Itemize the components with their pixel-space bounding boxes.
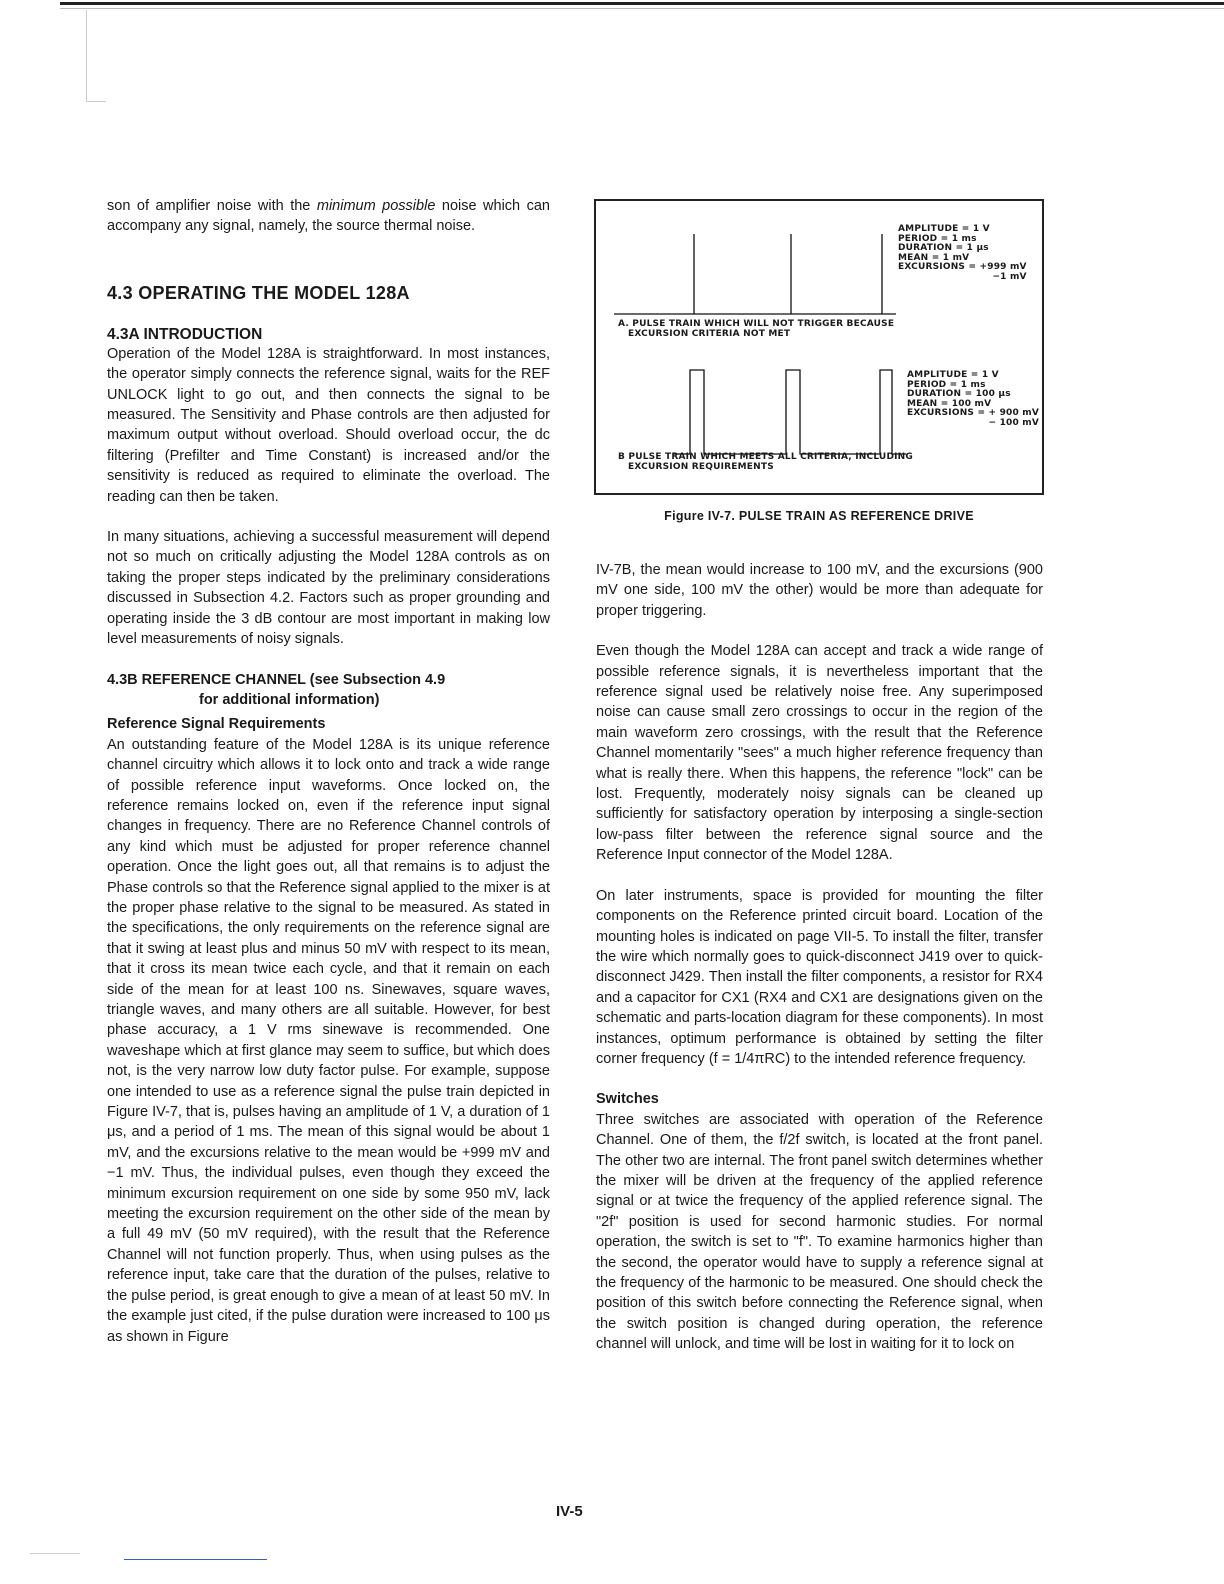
paragraph-situations: In many situations, achieving a successful measurement will depend not so much on critically adjusting the Model 128A controls as on taking the proper steps indicated by the preliminary considerations discussed in Subsection 4.2. Factors such as proper grounding and operating inside the 3 dB contour are most important in making low level measurements of noisy signals.: [107, 529, 550, 648]
page-number: IV-5: [556, 1503, 583, 1520]
paragraph-introduction: Operation of the Model 128A is straightforward. In most instances, the operator simply connects the reference signal, waits for the REF UNLOCK light to go out, and then connects the signal to be measured. The Sensitivity and Phase controls are then adjusted for maximum output without overload. Should overload occur, the dc filtering (Prefilter and Time Constant) is increased and/or the sensitivity is reduced as required to eliminate the overload. The reading can then be taken.: [107, 345, 550, 505]
right-column: [596, 560, 1043, 1355]
paragraph-reference-requirements: An outstanding feature of the Model 128A is its unique reference channel circuitry which allows it to lock onto and track a wide range of possible reference input waveforms. Once locked on, the reference remains locked on, even if the reference input signal changes in frequency. There are no Reference Channel controls of any kind which must be adjusted for proper reference channel operation. Once the light goes out, all that remains is to adjust the Phase controls so that the Reference signal applied to the mixer is at the proper phase relative to the signal to be measured. As stated in the specifications, the only requirements on the reference signal are that it swing at least plus and minus 50 mV with respect to its mean, that it cross its mean twice each cycle, and that it remain on each side of the mean for at least 100 ns. Sinewaves, square waves, triangle waves, and many others are all suitable. However, for best phase accuracy, a 1 V rms sinewave is recommended. One waveshape which at first glance may seem to suffice, but which does not, is the very narrow low duty factor pulse. For example, suppose one intended to use as a reference signal the pulse train depicted in Figure IV-7, that is, pulses having an amplitude of 1 V, a duration of 1 μs, and a period of 1 ms. The mean of this signal would be about 1 mV, and the excursions relative to the mean would be +999 mV and −1 mV. Thus, the individual pulses, even though they exceed the minimum excursion requirement on one side by some 950 mV, lack meeting the excursion requirement on the other side of the mean by a full 49 mV (50 mV required), with the result that the Reference Channel will not function properly. Thus, when using pulses as the reference input, take care that the duration of the pulses, relative to the pulse period, is great enough to give a mean of at least 50 mV. In the example just cited, if the pulse duration were increased to 100 μs as shown in Figure: [107, 736, 550, 1345]
figure-iv-7: [594, 199, 1044, 495]
footer-link-line: [124, 1559, 267, 1560]
left-column: [107, 196, 550, 1347]
ref-signal-requirements-title: Reference Signal Requirements: [107, 716, 326, 733]
figure-a-caption: A. PULSE TRAIN WHICH WILL NOT TRIGGER BECAUSE EXCURSION CRITERIA NOT MET: [618, 319, 895, 339]
paragraph-iv7b: IV-7B, the mean would increase to 100 mV, and the excursions (900 mV one side, 100 mV the other) would be more than adequate for proper triggering.: [596, 562, 1043, 619]
paragraph-noise-free: Even though the Model 128A can accept and track a wide range of possible reference signals, it is nevertheless important that the reference signal used be relatively noise free. Any superimposed noise can cause small zero crossings to occur in the region of the main waveform zero crossings, with the result that the Reference Channel momentarily "sees" a much higher reference frequency than what is really there. When this happens, the reference "lock" can be lost. Frequently, moderately noisy signals can be cleaned up sufficiently for satisfactory operation by interposing a single-section low-pass filter between the reference signal source and the Reference Input connector of the Model 128A.: [596, 643, 1043, 864]
footer-mark: [30, 1553, 80, 1554]
figure-a-parameters: AMPLITUDE = 1 V PERIOD = 1 ms DURATION = 1 μs MEAN = 1 mV EXCURSIONS = +999 mV −1 mV: [898, 224, 1027, 282]
subsection-a-title: 4.3A INTRODUCTION: [107, 325, 263, 343]
figure-b-caption: B PULSE TRAIN WHICH MEETS ALL CRITERIA, INCLUDING EXCURSION REQUIREMENTS: [618, 452, 913, 472]
paragraph-switches: Three switches are associated with operation of the Reference Channel. One of them, the f/2f switch, is located at the front panel. The other two are internal. The front panel switch determines whether the mixer will be driven at the frequency of the applied reference signal or at twice the frequency of the applied reference signal. The "2f" position is used for second harmonic studies. For normal operation, the switch is set to "f". To examine harmonics higher than the second, the operator would have to supply a reference signal at the frequency of the harmonic to be measured. One should check the position of this switch before connecting the Reference signal, when the switch position is changed during operation, the reference channel will unlock, and time will be lost in waiting for it to lock on: [596, 1111, 1043, 1353]
margin-mark: [86, 10, 87, 102]
top-rule: [60, 2, 1224, 5]
intro-paragraph: son of amplifier noise with the minimum possible noise which can accompany any signal, namely, the source thermal noise.: [107, 198, 551, 235]
paragraph-filter-install: On later instruments, space is provided for mounting the filter components on the Reference printed circuit board. Location of the mounting holes is indicated on page VII-5. To install the filter, transfer the wire which normally goes to quick-disconnect J419 over to quick-disconnect J429. Then install the filter components, a resistor for RX4 and a capacitor for CX1 (RX4 and CX1 are designations given on the schematic and parts-location diagram for these components). In most instances, optimum performance is obtained by setting the filter corner frequency (f = 1/4πRC) to the intended reference frequency.: [596, 887, 1043, 1067]
margin-mark-foot: [86, 101, 106, 102]
top-rule-thin: [60, 8, 1224, 9]
section-title: 4.3 OPERATING THE MODEL 128A: [107, 282, 410, 303]
subsection-b-title: 4.3B REFERENCE CHANNEL (see Subsection 4.9 for additional information): [107, 671, 446, 708]
figure-caption: Figure IV-7. PULSE TRAIN AS REFERENCE DRIVE: [664, 509, 974, 523]
switches-title: Switches: [596, 1091, 659, 1108]
figure-b-parameters: AMPLITUDE = 1 V PERIOD = 1 ms DURATION = 100 μs MEAN = 100 mV EXCURSIONS = + 900 mV − 100 mV: [907, 370, 1040, 428]
